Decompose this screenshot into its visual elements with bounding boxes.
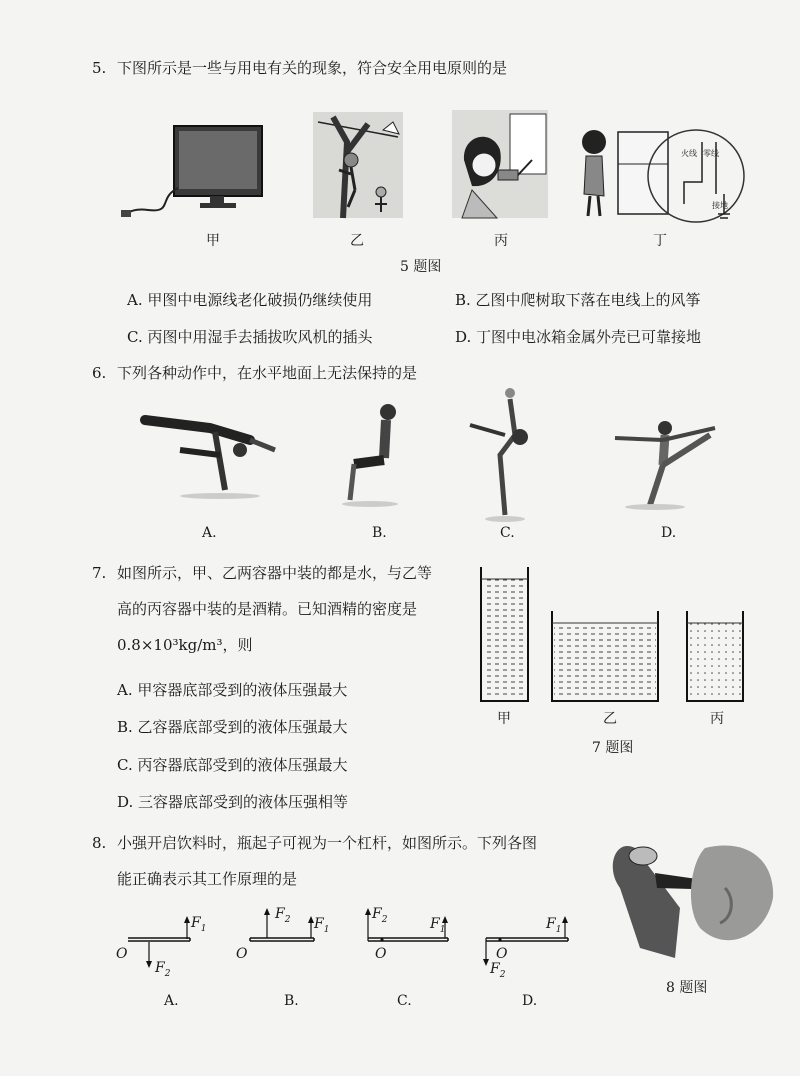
q8-label-c: C. bbox=[397, 993, 412, 1009]
q8-label-b: B. bbox=[284, 993, 299, 1009]
q8-option-c-diagram bbox=[362, 905, 462, 980]
q7-stem-line-3: 0.8×10³kg/m³，则 bbox=[117, 636, 253, 654]
q6-label-d: D. bbox=[661, 525, 677, 541]
q5-option-c: C. 丙图中用湿手去插拔吹风机的插头 bbox=[127, 328, 373, 346]
container-bing bbox=[687, 611, 743, 701]
q5-label-ding: 丁 bbox=[653, 233, 667, 249]
q8-a-pivot: O bbox=[116, 946, 128, 962]
q5-figure-hairdryer bbox=[452, 110, 548, 218]
q6-figure-a bbox=[140, 410, 280, 500]
q8-b-pivot: O bbox=[236, 946, 248, 962]
q8-d-f2: $F_2$ bbox=[490, 961, 506, 980]
q7-caption: 7 题图 bbox=[592, 740, 634, 756]
q6-label-a: A. bbox=[202, 525, 217, 541]
q7-option-c: C. 丙容器底部受到的液体压强最大 bbox=[117, 756, 348, 774]
fridge-neutral-label: 零线 bbox=[703, 149, 719, 158]
q7-stem-line-1: 如图所示，甲、乙两容器中装的都是水，与乙等 bbox=[117, 564, 433, 582]
q5-figure-monitor bbox=[118, 118, 268, 223]
q8-d-pivot: O bbox=[496, 946, 508, 962]
container-yi bbox=[552, 611, 658, 701]
q8-a-f2: $F_2$ bbox=[155, 960, 171, 979]
q7-label-yi: 乙 bbox=[603, 711, 617, 727]
q8-caption: 8 题图 bbox=[666, 980, 708, 996]
q8-c-f1: $F_1$ bbox=[430, 916, 446, 935]
q5-label-jia: 甲 bbox=[206, 233, 220, 249]
q6-figure-b bbox=[340, 400, 410, 510]
q7-containers-figure bbox=[478, 565, 748, 705]
q7-option-b: B. 乙容器底部受到的液体压强最大 bbox=[117, 718, 348, 736]
q5-stem: 下图所示是一些与用电有关的现象，符合安全用电原则的是 bbox=[117, 59, 508, 77]
fridge-ground-label: 接地 bbox=[712, 201, 728, 210]
q5-option-d: D. 丁图中电冰箱金属外壳已可靠接地 bbox=[455, 328, 702, 346]
q8-b-f1: $F_1$ bbox=[314, 916, 330, 935]
q7-label-jia: 甲 bbox=[497, 711, 511, 727]
q6-number: 6. bbox=[92, 364, 107, 382]
q5-label-bing: 丙 bbox=[494, 233, 508, 249]
q7-option-d: D. 三容器底部受到的液体压强相等 bbox=[117, 793, 349, 811]
q8-b-f2: $F_2$ bbox=[275, 906, 291, 925]
q8-a-f1: $F_1$ bbox=[191, 915, 207, 934]
q7-number: 7. bbox=[92, 564, 107, 582]
q8-c-pivot: O bbox=[375, 946, 387, 962]
q5-figure-tree bbox=[313, 112, 403, 218]
q6-figure-c bbox=[460, 385, 540, 525]
q5-number: 5. bbox=[92, 59, 107, 77]
q6-label-c: C. bbox=[500, 525, 515, 541]
q8-stem-line-1: 小强开启饮料时，瓶起子可视为一个杠杆，如图所示。下列各图 bbox=[117, 834, 538, 852]
q5-caption: 5 题图 bbox=[400, 259, 442, 275]
q8-stem-line-2: 能正确表示其工作原理的是 bbox=[117, 870, 298, 888]
q6-stem: 下列各种动作中，在水平地面上无法保持的是 bbox=[117, 364, 418, 382]
q7-stem-line-2: 高的丙容器中装的是酒精。已知酒精的密度是 bbox=[117, 600, 418, 618]
q8-bottle-opener-photo bbox=[605, 828, 775, 968]
q5-option-b: B. 乙图中爬树取下落在电线上的风筝 bbox=[455, 291, 701, 309]
q7-option-a: A. 甲容器底部受到的液体压强最大 bbox=[117, 681, 348, 699]
fridge-live-label: 火线 bbox=[681, 149, 697, 158]
q5-option-a: A. 甲图中电源线老化破损仍继续使用 bbox=[127, 291, 373, 309]
q8-d-f1: $F_1$ bbox=[546, 916, 562, 935]
q7-label-bing: 丙 bbox=[710, 711, 724, 727]
q8-label-a: A. bbox=[164, 993, 179, 1009]
q8-option-b-diagram bbox=[238, 905, 338, 980]
q8-c-f2: $F_2$ bbox=[372, 906, 388, 925]
q5-label-yi: 乙 bbox=[350, 233, 364, 249]
q6-label-b: B. bbox=[372, 525, 387, 541]
q8-number: 8. bbox=[92, 834, 107, 852]
q8-option-a-diagram bbox=[118, 905, 218, 980]
q8-label-d: D. bbox=[522, 993, 538, 1009]
q6-figure-d bbox=[605, 410, 720, 510]
q8-option-d-diagram bbox=[480, 905, 580, 980]
container-jia bbox=[481, 567, 528, 701]
